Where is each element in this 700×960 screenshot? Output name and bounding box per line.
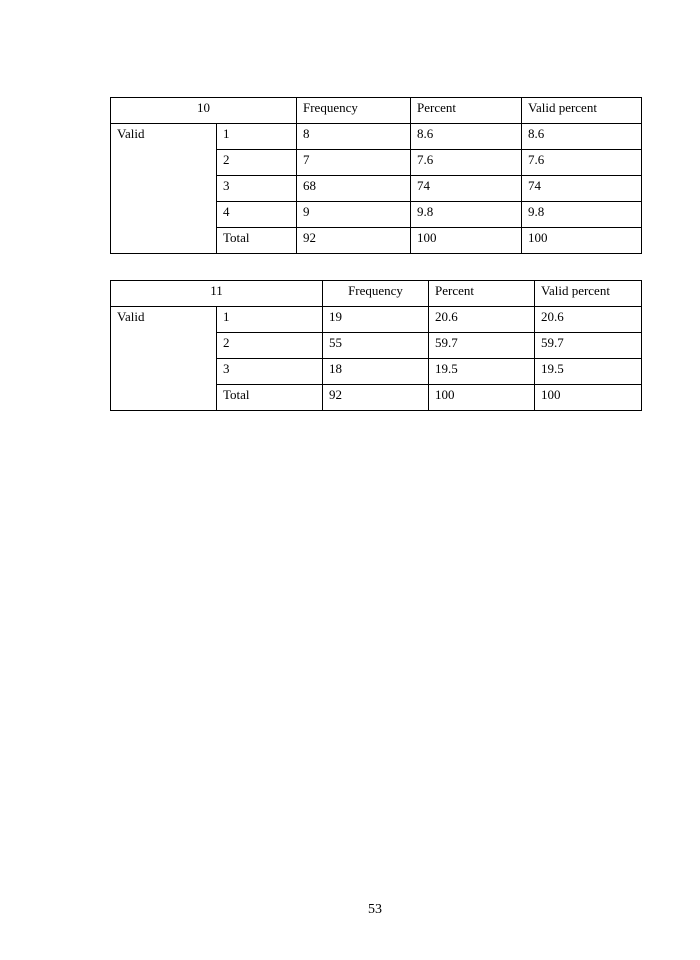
cell-percent: 20.6 [429, 307, 535, 333]
cell-value: Total [217, 385, 323, 411]
cell-percent: 19.5 [429, 359, 535, 385]
cell-valid-percent: 100 [522, 228, 642, 254]
cell-value: 2 [217, 333, 323, 359]
table-label: 10 [111, 98, 297, 124]
table-header-row [111, 98, 642, 124]
cell-value: 3 [217, 359, 323, 385]
page-number: 53 [368, 902, 382, 917]
header-valid-percent: Valid percent [522, 98, 642, 124]
cell-frequency: 92 [323, 385, 429, 411]
group-label-valid: Valid [111, 307, 217, 411]
cell-frequency: 55 [323, 333, 429, 359]
cell-valid-percent: 100 [535, 385, 642, 411]
cell-valid-percent: 74 [522, 176, 642, 202]
cell-frequency: 19 [323, 307, 429, 333]
cell-value: 3 [217, 176, 297, 202]
cell-valid-percent: 8.6 [522, 124, 642, 150]
cell-value: Total [217, 228, 297, 254]
frequency-table-11 [110, 280, 642, 411]
cell-percent: 100 [411, 228, 522, 254]
cell-valid-percent: 20.6 [535, 307, 642, 333]
cell-percent: 100 [429, 385, 535, 411]
cell-valid-percent: 59.7 [535, 333, 642, 359]
cell-frequency: 7 [297, 150, 411, 176]
cell-valid-percent: 19.5 [535, 359, 642, 385]
header-percent: Percent [411, 98, 522, 124]
header-frequency: Frequency [297, 98, 411, 124]
frequency-table-10 [110, 97, 642, 254]
cell-frequency: 68 [297, 176, 411, 202]
cell-percent: 59.7 [429, 333, 535, 359]
cell-value: 2 [217, 150, 297, 176]
cell-value: 4 [217, 202, 297, 228]
cell-frequency: 18 [323, 359, 429, 385]
table-row [111, 307, 642, 333]
cell-frequency: 9 [297, 202, 411, 228]
cell-percent: 8.6 [411, 124, 522, 150]
cell-value: 1 [217, 124, 297, 150]
cell-percent: 7.6 [411, 150, 522, 176]
table-row [111, 124, 642, 150]
cell-frequency: 92 [297, 228, 411, 254]
table-header-row [111, 281, 642, 307]
cell-valid-percent: 7.6 [522, 150, 642, 176]
cell-value: 1 [217, 307, 323, 333]
table-label: 11 [111, 281, 323, 307]
cell-percent: 74 [411, 176, 522, 202]
group-label-valid: Valid [111, 124, 217, 254]
cell-valid-percent: 9.8 [522, 202, 642, 228]
header-percent: Percent [429, 281, 535, 307]
cell-frequency: 8 [297, 124, 411, 150]
cell-percent: 9.8 [411, 202, 522, 228]
header-frequency: Frequency [323, 281, 429, 307]
header-valid-percent: Valid percent [535, 281, 642, 307]
